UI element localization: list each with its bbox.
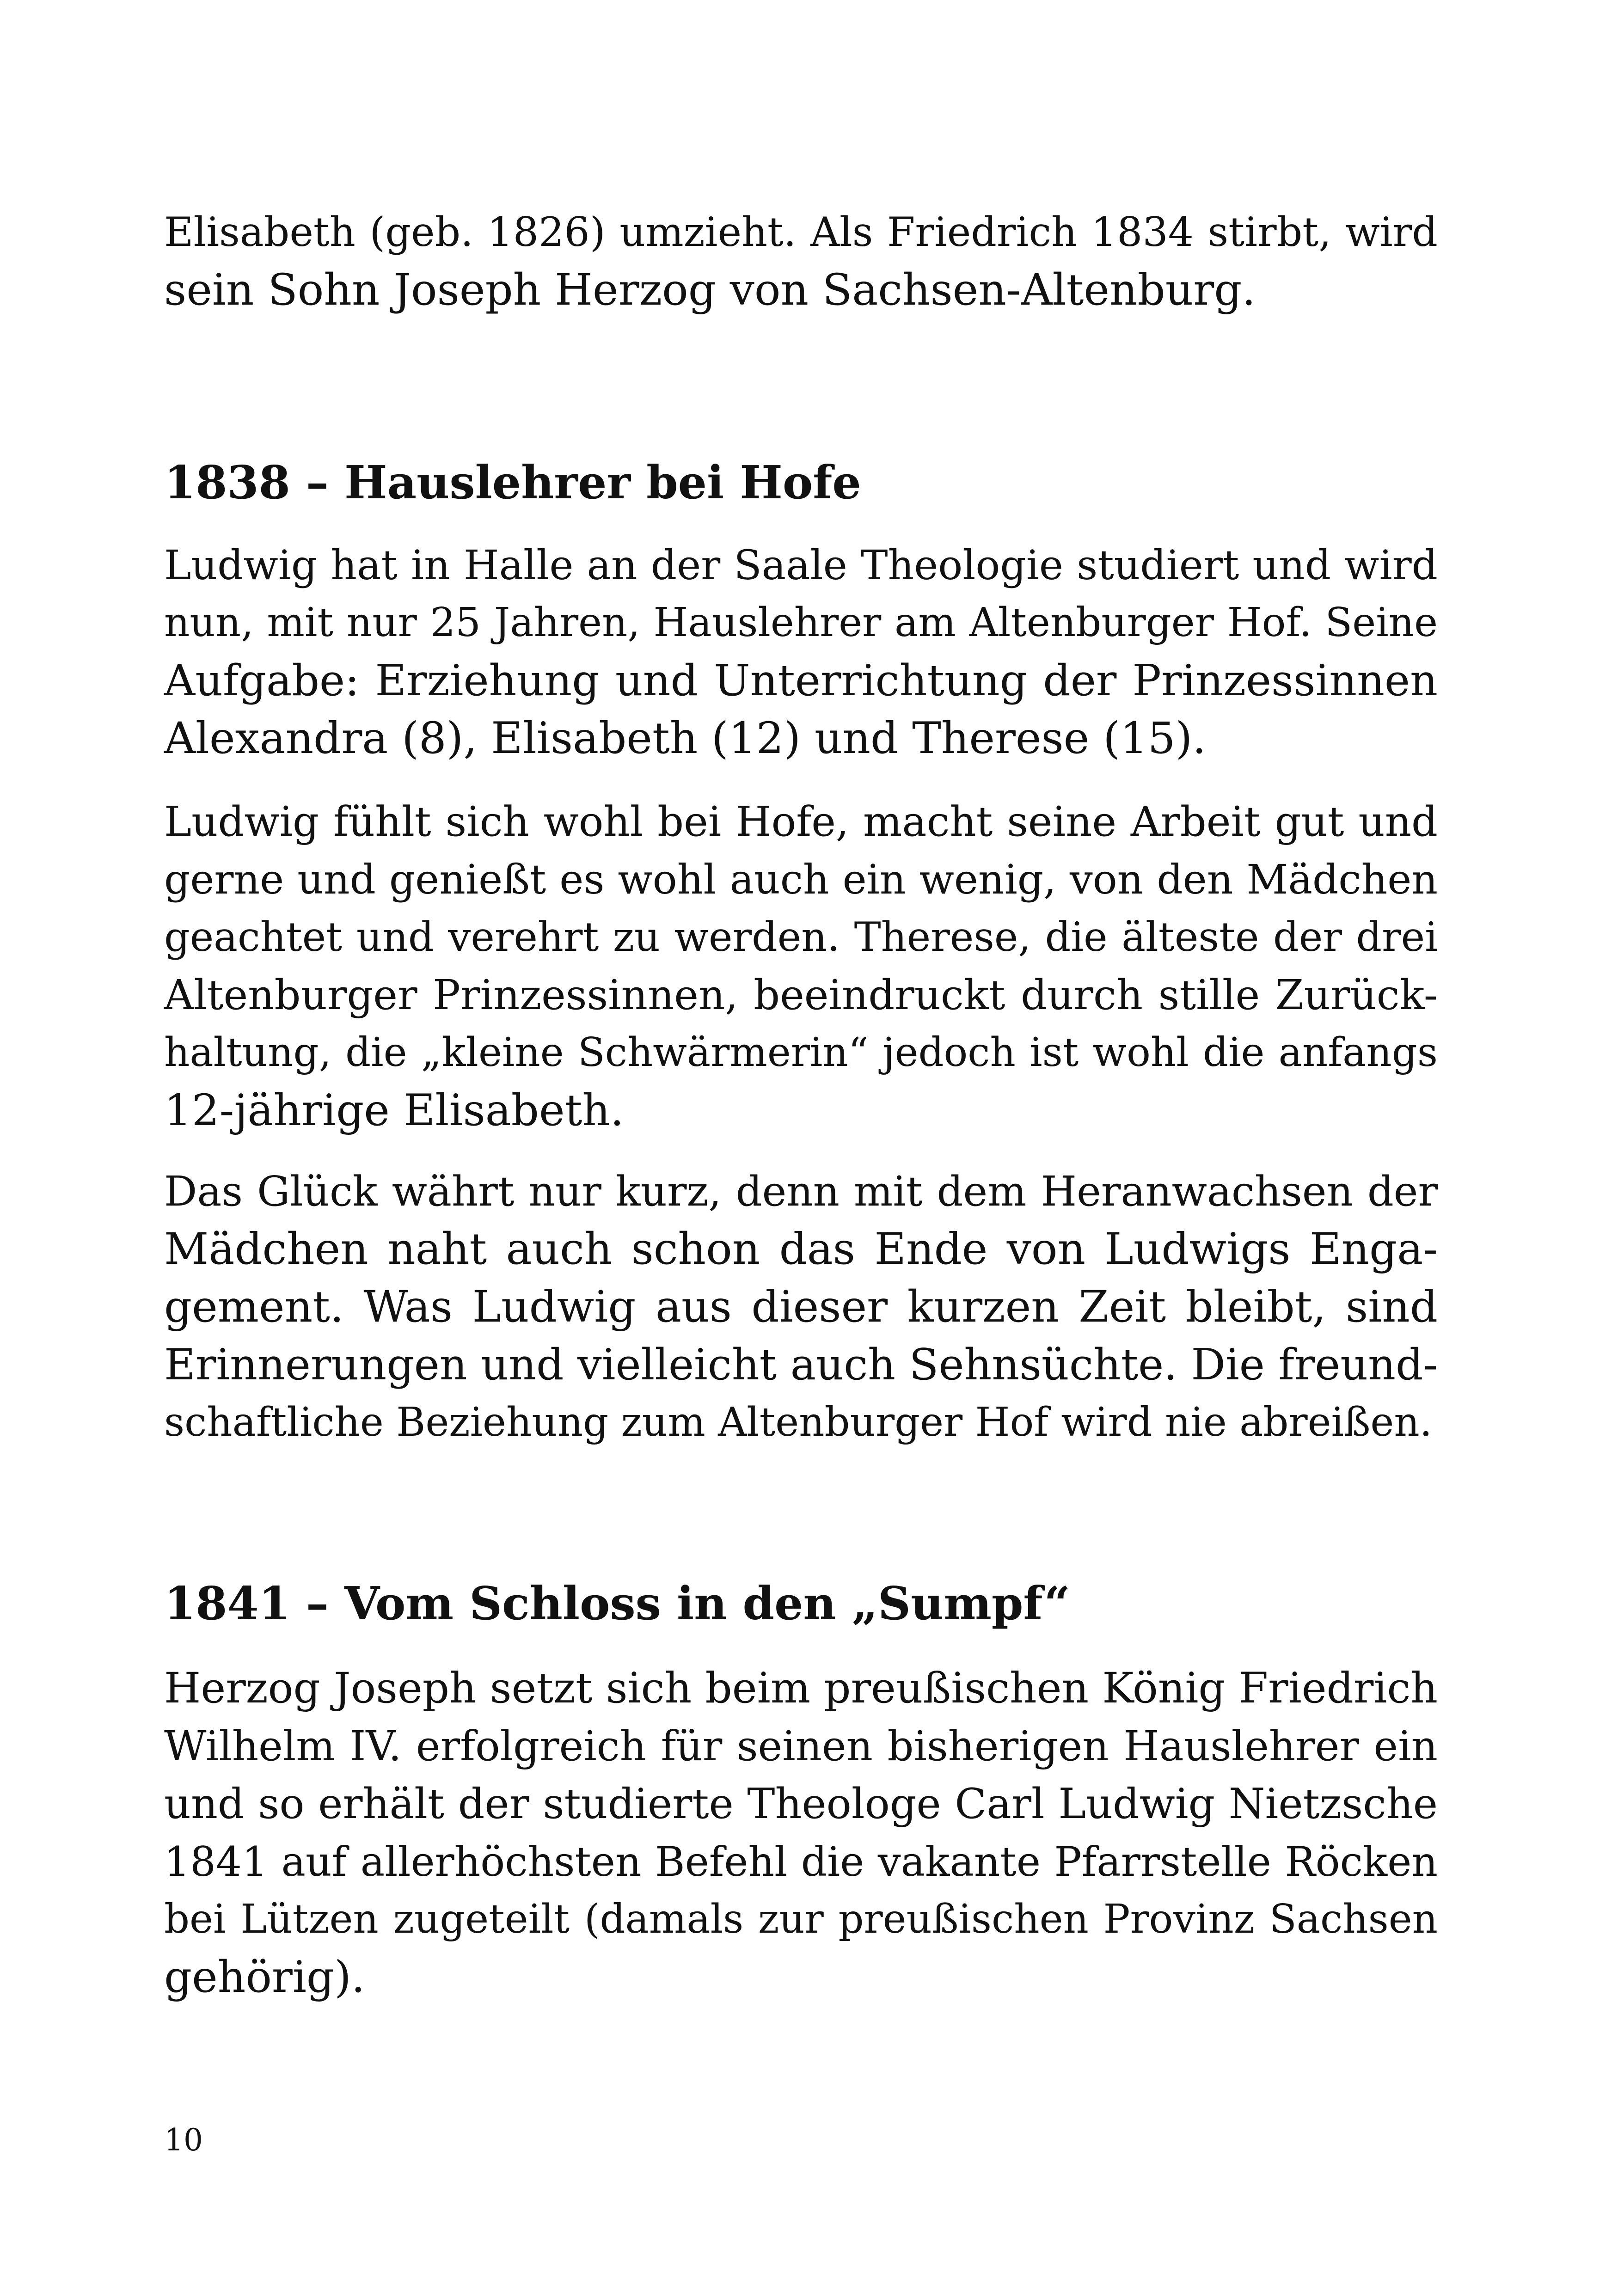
- paragraph-1838-2: [164, 793, 1438, 1139]
- text-line: bei Lützen zugeteilt (damals zur preußischen Provinz Sachsen: [164, 1896, 1438, 1942]
- paragraph-1838-1: [164, 536, 1438, 767]
- text-line: Alexandra (8), Elisabeth (12) und Therese (15).: [164, 713, 1207, 764]
- section-heading-1841: 1841 – Vom Schloss in den „Sumpf“: [164, 1577, 1071, 1630]
- text-line: haltung, die „kleine Schwärmerin“ jedoch ist wohl die anfangs: [164, 1029, 1438, 1076]
- text-line: Aufgabe: Erziehung und Unterrichtung der Prinzessinnen: [164, 655, 1438, 705]
- text-line: nun, mit nur 25 Jahren, Hauslehrer am Altenburger Hof. Seine: [164, 600, 1438, 646]
- text-line: gerne und genießt es wohl auch ein wenig, von den Mädchen: [164, 856, 1438, 903]
- text-line: und so erhält der studierte Theologe Carl Ludwig Nietzsche: [164, 1780, 1438, 1828]
- text-line: Erinnerungen und vielleicht auch Sehnsüchte. Die freund-: [164, 1340, 1438, 1390]
- text-line: Elisabeth (geb. 1826) umzieht. Als Friedrich 1834 stirbt, wird: [164, 208, 1438, 256]
- text-line: 12-jährige Elisabeth.: [164, 1085, 624, 1136]
- text-line: 1841 auf allerhöchsten Befehl die vakante Pfarrstelle Röcken: [164, 1838, 1438, 1886]
- text-line: gement. Was Ludwig aus dieser kurzen Zeit bleibt, sind: [164, 1282, 1438, 1332]
- text-line: Das Glück währt nur kurz, denn mit dem Heranwachsen der: [164, 1167, 1438, 1215]
- page-number: 10: [164, 2122, 203, 2158]
- section-heading-1838: 1838 – Hauslehrer bei Hofe: [164, 456, 861, 509]
- text-line: schaftliche Beziehung zum Altenburger Hof wird nie abreißen.: [164, 1399, 1433, 1445]
- paragraph-1838-3: [164, 1163, 1438, 1451]
- book-page: [164, 0, 1438, 2296]
- text-line: gehörig).: [164, 1952, 365, 2002]
- text-line: Mädchen naht auch schon das Ende von Ludwigs Enga-: [164, 1224, 1438, 1274]
- text-line: Herzog Joseph setzt sich beim preußischen König Friedrich: [164, 1664, 1438, 1713]
- intro-paragraph: [164, 203, 1438, 319]
- text-line: Ludwig fühlt sich wohl bei Hofe, macht seine Arbeit gut und: [164, 797, 1438, 845]
- text-line: sein Sohn Joseph Herzog von Sachsen-Altenburg.: [164, 265, 1256, 315]
- text-line: geachtet und verehrt zu werden. Therese, die älteste der drei: [164, 913, 1438, 961]
- paragraph-1841-1: [164, 1659, 1438, 2006]
- text-line: Altenburger Prinzessinnen, beeindruckt durch stille Zurück-: [164, 971, 1438, 1019]
- text-line: Ludwig hat in Halle an der Saale Theologie studiert und wird: [164, 541, 1438, 589]
- text-line: Wilhelm IV. erfolgreich für seinen bisherigen Hauslehrer ein: [164, 1722, 1438, 1770]
